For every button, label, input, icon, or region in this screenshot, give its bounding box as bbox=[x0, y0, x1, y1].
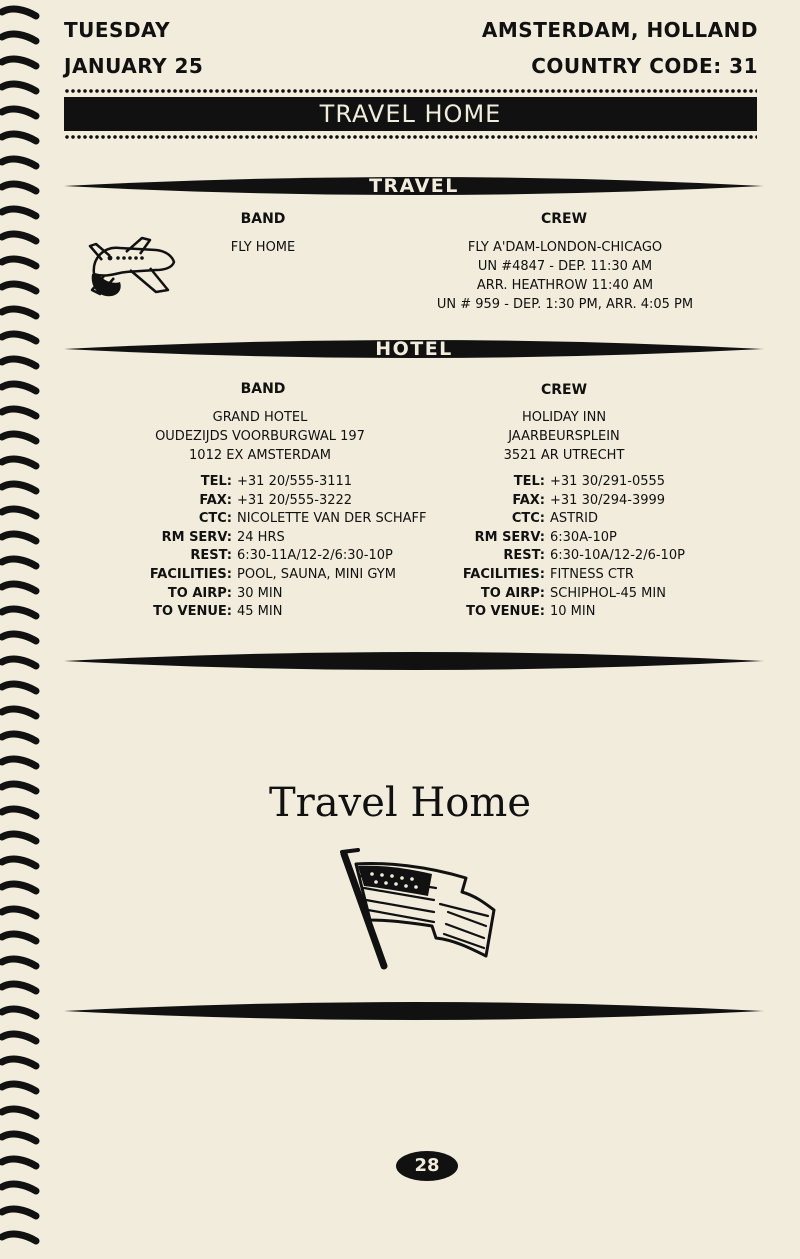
spiral-coil bbox=[2, 1009, 36, 1016]
detail-row bbox=[136, 585, 426, 604]
detail-key: FAX: bbox=[199, 492, 232, 508]
spiral-coil bbox=[2, 134, 36, 141]
detail-value: 45 MIN bbox=[237, 604, 283, 620]
spiral-coil bbox=[2, 184, 36, 191]
detail-value: 30 MIN bbox=[237, 585, 283, 601]
spiral-coil bbox=[2, 634, 36, 641]
hotel-section-bar bbox=[64, 334, 764, 364]
travel-crew-line: UN #4847 - DEP. 11:30 AM bbox=[477, 259, 653, 274]
hotel-band-address bbox=[120, 408, 400, 465]
detail-value: +31 30/294-3999 bbox=[550, 492, 666, 508]
spiral-coil bbox=[2, 459, 36, 466]
spiral-coil bbox=[2, 1159, 36, 1166]
detail-key: REST: bbox=[503, 548, 545, 564]
spiral-binding bbox=[0, 0, 42, 1259]
detail-value: 6:30A-10P bbox=[550, 529, 617, 545]
spiral-coil bbox=[2, 834, 36, 841]
hotel-band-address-line: 1012 EX AMSTERDAM bbox=[189, 448, 331, 463]
spiral-coil bbox=[2, 959, 36, 966]
spiral-coil bbox=[2, 159, 36, 166]
detail-key: TEL: bbox=[200, 474, 232, 489]
detail-value: SCHIPHOL-45 MIN bbox=[550, 585, 666, 601]
spiral-coil bbox=[2, 859, 36, 866]
spiral-coil bbox=[2, 709, 36, 716]
detail-row bbox=[136, 603, 426, 622]
travel-crew-line: FLY A'DAM-LONDON-CHICAGO bbox=[467, 240, 663, 255]
spiral-coil bbox=[2, 434, 36, 441]
detail-value: 6:30-10A/12-2/6-10P bbox=[550, 548, 685, 564]
spiral-coil bbox=[2, 1134, 36, 1141]
travel-band-line: FLY HOME bbox=[230, 240, 296, 255]
detail-key: CTC: bbox=[198, 511, 232, 527]
detail-row bbox=[447, 510, 685, 529]
detail-row bbox=[136, 510, 426, 529]
detail-row bbox=[136, 492, 426, 511]
detail-key: TO VENUE: bbox=[153, 604, 232, 620]
detail-value: 24 HRS bbox=[237, 529, 285, 545]
spiral-coil bbox=[2, 559, 36, 566]
spiral-coil bbox=[2, 734, 36, 741]
detail-key: FAX: bbox=[512, 492, 545, 508]
spiral-coil bbox=[2, 109, 36, 116]
travel-band-header: BAND bbox=[240, 211, 286, 227]
spiral-coil bbox=[2, 1109, 36, 1116]
detail-row bbox=[136, 473, 426, 492]
spiral-coil bbox=[2, 9, 36, 16]
spiral-coil bbox=[2, 884, 36, 891]
spiral-coil bbox=[2, 34, 36, 41]
detail-value: +31 20/555-3111 bbox=[237, 474, 353, 489]
hotel-band-address-line: OUDEZIJDS VOORBURGWAL 197 bbox=[155, 429, 365, 444]
spiral-coil bbox=[2, 534, 36, 541]
spiral-coil bbox=[2, 384, 36, 391]
detail-value: FITNESS CTR bbox=[550, 566, 634, 582]
travel-crew-line: ARR. HEATHROW 11:40 AM bbox=[476, 278, 654, 293]
header-city: AMSTERDAM, HOLLAND bbox=[481, 18, 758, 42]
detail-key: FACILITIES: bbox=[462, 566, 545, 582]
detail-row bbox=[447, 547, 685, 566]
hotel-crew-details bbox=[447, 473, 685, 622]
detail-key: TO AIRP: bbox=[167, 585, 232, 601]
detail-value: NICOLETTE VAN DER SCHAFF bbox=[237, 511, 427, 527]
detail-key: FACILITIES: bbox=[149, 566, 232, 582]
detail-row bbox=[447, 585, 685, 604]
spiral-coil bbox=[2, 234, 36, 241]
detail-row bbox=[447, 473, 685, 492]
detail-row bbox=[447, 566, 685, 585]
travel-band-lines bbox=[200, 238, 326, 257]
hotel-band-details bbox=[136, 473, 426, 622]
spiral-coil bbox=[2, 759, 36, 766]
detail-value: POOL, SAUNA, MINI GYM bbox=[237, 566, 396, 582]
american-flag-icon bbox=[336, 848, 498, 972]
page-number-badge bbox=[395, 1150, 459, 1182]
detail-value: +31 30/291-0555 bbox=[550, 474, 666, 489]
spiral-coil bbox=[2, 584, 36, 591]
header-day: TUESDAY bbox=[64, 18, 171, 42]
detail-key: RM SERV: bbox=[161, 529, 232, 545]
detail-row bbox=[447, 529, 685, 548]
spiral-coil bbox=[2, 659, 36, 666]
hotel-crew-address-line: JAARBEURSPLEIN bbox=[508, 429, 620, 444]
travel-section-bar bbox=[64, 171, 764, 201]
spiral-coil bbox=[2, 334, 36, 341]
detail-key: TO VENUE: bbox=[466, 604, 545, 620]
detail-value: 6:30-11A/12-2/6:30-10P bbox=[237, 548, 393, 564]
detail-value: +31 20/555-3222 bbox=[237, 492, 353, 508]
airplane-icon bbox=[86, 236, 180, 302]
spiral-coil bbox=[2, 984, 36, 991]
spiral-coil bbox=[2, 1084, 36, 1091]
detail-key: CTC: bbox=[511, 511, 545, 527]
travel-crew-lines bbox=[410, 238, 720, 314]
detail-row bbox=[136, 566, 426, 585]
detail-key: TEL: bbox=[513, 474, 545, 489]
detail-key: RM SERV: bbox=[474, 529, 545, 545]
spiral-coil bbox=[2, 609, 36, 616]
hotel-band-header: BAND bbox=[240, 381, 286, 397]
spiral-coil bbox=[2, 1184, 36, 1191]
spiral-coil bbox=[2, 1234, 36, 1241]
divider-bar-bottom bbox=[64, 996, 764, 1026]
hotel-band-address-line: GRAND HOTEL bbox=[212, 410, 308, 425]
detail-value: 10 MIN bbox=[550, 604, 596, 620]
spiral-coil bbox=[2, 359, 36, 366]
detail-key: REST: bbox=[190, 548, 232, 564]
detail-row bbox=[136, 547, 426, 566]
detail-row bbox=[447, 492, 685, 511]
spiral-coil bbox=[2, 59, 36, 66]
spiral-coil bbox=[2, 934, 36, 941]
spiral-coil bbox=[2, 909, 36, 916]
banner-title: TRAVEL HOME bbox=[64, 97, 757, 131]
spiral-coil bbox=[2, 209, 36, 216]
detail-row bbox=[136, 529, 426, 548]
hotel-crew-address bbox=[424, 408, 704, 465]
hotel-crew-address-line: HOLIDAY INN bbox=[521, 410, 607, 425]
banner-dots-bottom bbox=[64, 134, 757, 140]
travel-crew-header: CREW bbox=[540, 211, 588, 227]
spiral-coil bbox=[2, 409, 36, 416]
feature-title: Travel Home bbox=[269, 780, 531, 826]
spiral-coil bbox=[2, 684, 36, 691]
travel-crew-line: UN # 959 - DEP. 1:30 PM, ARR. 4:05 PM bbox=[436, 297, 694, 312]
page-number: 28 bbox=[414, 1155, 440, 1176]
spiral-coil bbox=[2, 259, 36, 266]
spiral-coil bbox=[2, 84, 36, 91]
spiral-coil bbox=[2, 484, 36, 491]
header-country-code: COUNTRY CODE: 31 bbox=[531, 54, 758, 78]
detail-key: TO AIRP: bbox=[480, 585, 545, 601]
spiral-coil bbox=[2, 284, 36, 291]
divider-bar bbox=[64, 646, 764, 676]
header-date: JANUARY 25 bbox=[64, 54, 204, 78]
detail-row bbox=[447, 603, 685, 622]
hotel-crew-address-line: 3521 AR UTRECHT bbox=[503, 448, 625, 463]
title-banner bbox=[64, 88, 757, 140]
spiral-coil bbox=[2, 509, 36, 516]
spiral-coil bbox=[2, 1034, 36, 1041]
hotel-section-label: HOTEL bbox=[375, 338, 453, 360]
banner-dots-top bbox=[64, 88, 757, 94]
spiral-coil bbox=[2, 309, 36, 316]
travel-section-label: TRAVEL bbox=[369, 175, 459, 197]
spiral-coil bbox=[2, 1209, 36, 1216]
spiral-coil bbox=[2, 1059, 36, 1066]
detail-value: ASTRID bbox=[550, 511, 598, 527]
hotel-crew-header: CREW bbox=[540, 382, 588, 398]
